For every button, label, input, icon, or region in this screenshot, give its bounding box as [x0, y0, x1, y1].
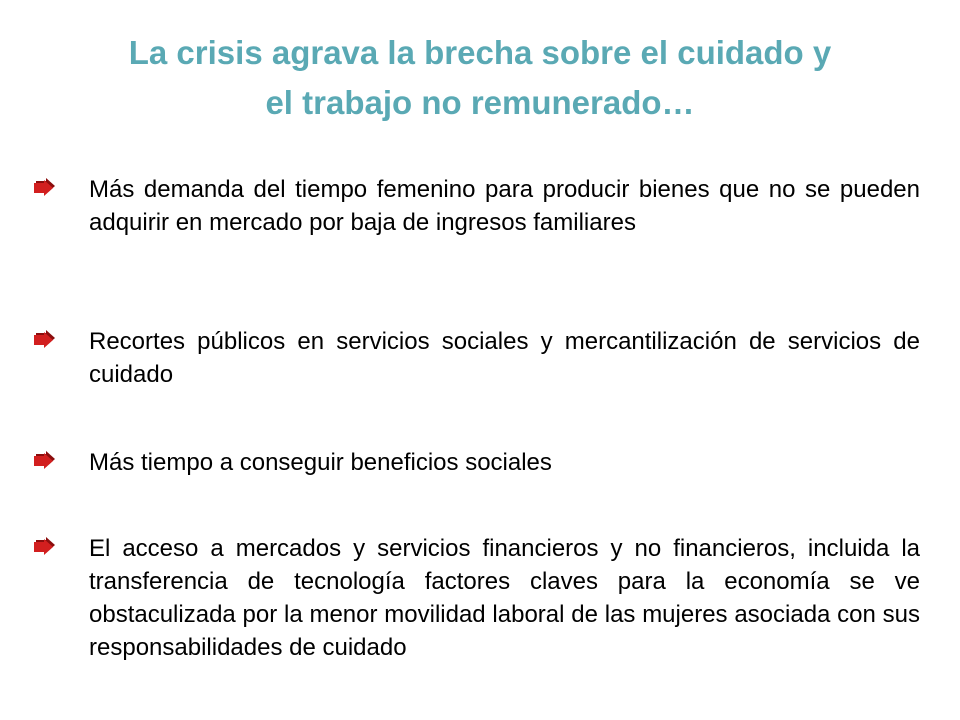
- red-arrow-bullet-icon: [34, 178, 56, 196]
- slide-title-line-1: La crisis agrava la brecha sobre el cuidado y: [128, 34, 832, 71]
- red-arrow-bullet-icon: [34, 537, 56, 555]
- bullet-text: Recortes públicos en servicios sociales y mercantilización de servicios de cuidado: [89, 328, 920, 388]
- bullet-text: Más tiempo a conseguir beneficios sociales: [89, 449, 552, 476]
- bullet-text: Más demanda del tiempo femenino para producir bienes que no se pueden adquirir en mercado por baja de ingresos familiares: [89, 176, 920, 236]
- bullet-text: El acceso a mercados y servicios financieros y no financieros, incluida la transferencia de tecnología factores claves para la economía se ve obstaculizada por la menor movilidad laboral de las mujeres asociada con sus responsabilidades de cuidado: [89, 535, 920, 661]
- slide-title-line-2: el trabajo no remunerado…: [265, 84, 695, 121]
- red-arrow-bullet-icon: [34, 330, 56, 348]
- red-arrow-bullet-icon: [34, 451, 56, 469]
